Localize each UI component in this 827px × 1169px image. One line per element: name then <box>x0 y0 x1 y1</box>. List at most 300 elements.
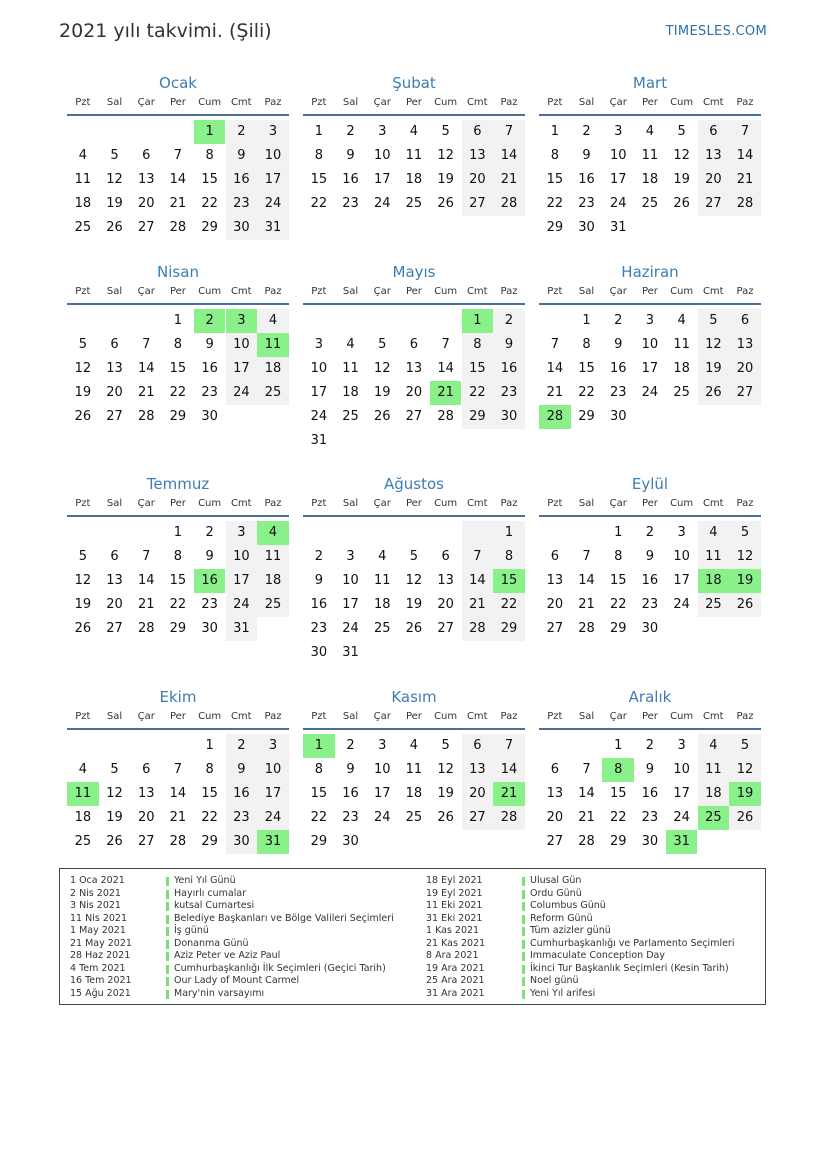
holiday-name: Ulusal Gün <box>530 875 582 886</box>
month-5 <box>303 261 525 453</box>
weekday-label: Cum <box>434 97 458 108</box>
day-cell: 4 <box>409 124 419 139</box>
weekday-label: Sal <box>106 286 123 297</box>
day-cell: 17 <box>373 172 391 187</box>
day-cell: 17 <box>673 786 690 801</box>
weekday-label: Cum <box>198 97 222 108</box>
weekday-label: Çar <box>137 711 155 722</box>
day-cell: 12 <box>405 573 423 588</box>
day-cell: 29 <box>201 834 218 849</box>
day-cell: 1 <box>614 525 623 540</box>
day-cell: 26 <box>698 381 730 405</box>
month-name: Nisan <box>157 263 199 281</box>
day-cell: 19 <box>673 172 690 187</box>
holiday-day-cell: 21 <box>430 381 462 405</box>
day-cell: 8 <box>173 337 183 352</box>
day-cell: 23 <box>342 810 359 825</box>
day-cell: 6 <box>142 762 151 777</box>
day-cell: 21 <box>169 196 187 211</box>
weekday-label: Cmt <box>230 286 252 297</box>
weekday-label: Paz <box>264 286 282 297</box>
holiday-day-cell: 1 <box>303 734 335 758</box>
weekday-label: Paz <box>736 498 754 509</box>
month-name: Şubat <box>392 74 436 92</box>
weekday-label: Per <box>169 498 186 509</box>
day-cell: 21 <box>137 385 155 400</box>
day-cell: 28 <box>493 192 525 216</box>
day-cell: 5 <box>729 521 761 545</box>
holiday-name: Mary'nin varsayımı <box>174 987 265 999</box>
day-cell: 31 <box>310 433 328 448</box>
weekday-label: Pzt <box>311 711 327 722</box>
day-cell: 28 <box>578 621 595 636</box>
day-cell: 15 <box>609 573 627 588</box>
day-cell: 26 <box>74 621 92 636</box>
day-grid <box>67 305 289 429</box>
day-cell: 15 <box>201 172 218 187</box>
day-cell: 8 <box>614 549 623 564</box>
weekday-label: Cmt <box>230 498 252 509</box>
day-cell: 20 <box>546 597 564 612</box>
day-cell: 25 <box>74 220 92 235</box>
day-cell: 17 <box>342 597 359 612</box>
day-cell: 17 <box>226 569 258 593</box>
holiday-marker <box>166 927 169 936</box>
weekday-label: Per <box>641 498 658 509</box>
day-cell: 2 <box>645 738 655 753</box>
holiday-date: 31 Ara 2021 <box>426 987 485 999</box>
day-cell: 26 <box>673 196 690 211</box>
day-cell: 30 <box>310 645 328 660</box>
day-cell: 7 <box>493 734 525 758</box>
day-cell: 25 <box>373 621 391 636</box>
day-cell: 6 <box>729 309 761 333</box>
holiday-marker <box>166 965 169 974</box>
day-cell: 30 <box>201 409 218 424</box>
weekday-label: Per <box>405 711 422 722</box>
holiday-name: Belediye Başkanları ve Bölge Valileri Seçimleri <box>174 912 394 924</box>
holiday-marker <box>166 915 169 924</box>
day-cell: 16 <box>609 361 627 376</box>
day-cell: 9 <box>205 337 214 352</box>
holiday-day-cell: 21 <box>493 782 525 806</box>
day-cell: 29 <box>609 621 627 636</box>
day-cell: 11 <box>698 545 730 569</box>
day-cell: 28 <box>137 621 155 636</box>
holiday-name: Reform Günü <box>530 912 593 924</box>
weekday-label: Pzt <box>75 97 91 108</box>
day-grid <box>67 730 289 854</box>
day-cell: 30 <box>226 216 258 240</box>
day-cell: 3 <box>378 738 387 753</box>
weekday-header <box>67 495 289 517</box>
month-name: Aralık <box>628 688 672 706</box>
holiday-day-cell: 16 <box>194 569 226 593</box>
holiday-date: 2 Nis 2021 <box>70 887 121 899</box>
day-cell: 6 <box>409 337 419 352</box>
weekday-label: Sal <box>342 286 359 297</box>
day-cell: 6 <box>110 549 119 564</box>
weekday-label: Cmt <box>466 286 488 297</box>
day-cell: 30 <box>201 621 218 636</box>
day-cell: 21 <box>578 597 595 612</box>
day-cell: 8 <box>550 148 559 163</box>
holiday-date: 21 May 2021 <box>70 937 132 949</box>
holiday-marker <box>522 902 525 911</box>
month-name: Temmuz <box>146 475 210 493</box>
weekday-label: Çar <box>609 286 627 297</box>
day-cell: 2 <box>493 309 525 333</box>
day-cell: 1 <box>205 738 214 753</box>
day-cell: 2 <box>582 124 591 139</box>
weekday-label: Per <box>169 286 186 297</box>
day-cell: 14 <box>169 786 187 801</box>
holiday-date: 19 Eyl 2021 <box>426 887 483 899</box>
day-cell: 7 <box>462 545 494 569</box>
day-cell: 7 <box>582 762 591 777</box>
weekday-header <box>67 283 289 305</box>
day-cell: 25 <box>257 593 289 617</box>
day-cell: 25 <box>74 834 92 849</box>
day-cell: 31 <box>257 216 289 240</box>
holiday-marker <box>522 965 525 974</box>
day-cell: 29 <box>462 405 494 429</box>
weekday-header <box>539 283 761 305</box>
weekday-label: Per <box>641 286 658 297</box>
holiday-marker <box>522 890 525 899</box>
holiday-date: 28 Haz 2021 <box>70 950 131 961</box>
weekday-header <box>539 495 761 517</box>
day-cell: 27 <box>546 621 564 636</box>
day-cell: 9 <box>226 758 258 782</box>
month-9 <box>539 473 761 641</box>
day-cell: 29 <box>310 834 328 849</box>
day-cell: 19 <box>74 385 92 400</box>
day-cell: 8 <box>314 148 323 163</box>
day-cell: 5 <box>729 734 761 758</box>
weekday-label: Çar <box>373 711 391 722</box>
day-cell: 22 <box>609 597 627 612</box>
holiday-name: Donanma Günü <box>174 937 249 949</box>
weekday-label: Paz <box>736 286 754 297</box>
day-cell: 28 <box>729 192 761 216</box>
day-cell: 19 <box>698 357 730 381</box>
day-cell: 5 <box>78 337 87 352</box>
day-cell: 2 <box>614 313 623 328</box>
day-cell: 18 <box>74 810 92 825</box>
holiday-name: Hayırlı cumalar <box>174 887 247 899</box>
day-cell: 22 <box>493 593 525 617</box>
month-name: Mayıs <box>392 263 436 281</box>
weekday-label: Paz <box>264 97 282 108</box>
month-name: Kasım <box>391 688 437 706</box>
day-cell: 5 <box>441 124 450 139</box>
holiday-date: 11 Eki 2021 <box>426 900 483 911</box>
day-cell: 29 <box>609 834 627 849</box>
day-cell: 28 <box>137 409 155 424</box>
day-cell: 31 <box>226 617 258 641</box>
day-cell: 2 <box>346 124 355 139</box>
weekday-label: Per <box>641 97 658 108</box>
holiday-marker <box>522 977 525 986</box>
day-cell: 15 <box>578 361 595 376</box>
day-cell: 28 <box>578 834 595 849</box>
weekday-label: Per <box>169 97 186 108</box>
month-4 <box>67 261 289 429</box>
month-name: Mart <box>632 74 668 92</box>
day-cell: 23 <box>201 597 218 612</box>
day-cell: 8 <box>314 762 323 777</box>
month-name: Eylül <box>631 475 669 493</box>
weekday-label: Pzt <box>311 97 327 108</box>
month-10 <box>67 686 289 854</box>
day-cell: 11 <box>74 172 92 187</box>
day-cell: 20 <box>546 810 564 825</box>
day-cell: 3 <box>314 337 323 352</box>
holiday-name: Aziz Peter ve Aziz Paul <box>174 950 281 961</box>
day-cell: 18 <box>673 361 690 376</box>
day-cell: 2 <box>346 738 355 753</box>
day-cell: 22 <box>201 196 218 211</box>
day-cell: 4 <box>677 313 686 328</box>
day-cell: 14 <box>462 569 494 593</box>
day-cell: 3 <box>257 120 289 144</box>
day-cell: 7 <box>493 120 525 144</box>
day-cell: 27 <box>462 806 494 830</box>
day-cell: 7 <box>729 120 761 144</box>
day-cell: 26 <box>437 196 454 211</box>
day-cell: 15 <box>462 357 494 381</box>
day-cell: 27 <box>106 621 123 636</box>
weekday-label: Paz <box>736 711 754 722</box>
holiday-day-cell: 2 <box>194 309 226 333</box>
weekday-label: Çar <box>609 711 627 722</box>
weekday-label: Cmt <box>702 711 724 722</box>
day-cell: 12 <box>437 762 454 777</box>
holiday-date: 4 Tem 2021 <box>70 962 126 974</box>
day-cell: 16 <box>342 786 359 801</box>
day-cell: 28 <box>169 834 187 849</box>
day-cell: 12 <box>673 148 690 163</box>
day-cell: 3 <box>346 549 355 564</box>
day-grid <box>539 730 761 854</box>
day-cell: 2 <box>205 525 214 540</box>
day-cell: 18 <box>405 786 423 801</box>
weekday-label: Cmt <box>702 286 724 297</box>
day-cell: 11 <box>373 573 391 588</box>
day-cell: 18 <box>342 385 359 400</box>
day-cell: 16 <box>310 597 328 612</box>
day-cell: 9 <box>205 549 214 564</box>
weekday-header <box>539 708 761 730</box>
weekday-label: Çar <box>137 286 155 297</box>
day-cell: 21 <box>729 168 761 192</box>
day-cell: 30 <box>226 830 258 854</box>
month-12 <box>539 686 761 854</box>
day-cell: 3 <box>378 124 387 139</box>
weekday-label: Sal <box>106 97 123 108</box>
day-cell: 12 <box>373 361 391 376</box>
day-grid <box>67 116 289 240</box>
weekday-label: Paz <box>500 97 518 108</box>
day-cell: 19 <box>373 385 391 400</box>
day-cell: 18 <box>257 357 289 381</box>
weekday-label: Pzt <box>311 286 327 297</box>
day-cell: 12 <box>698 333 730 357</box>
day-cell: 20 <box>462 782 494 806</box>
day-cell: 20 <box>106 597 123 612</box>
weekday-label: Cmt <box>230 97 252 108</box>
day-cell: 12 <box>106 172 123 187</box>
day-cell: 20 <box>405 385 423 400</box>
day-cell: 13 <box>405 361 423 376</box>
day-cell: 27 <box>106 409 123 424</box>
month-name: Ocak <box>159 74 197 92</box>
weekday-label: Çar <box>137 498 155 509</box>
holiday-name: İkinci Tur Başkanlık Seçimleri (Kesin Tarih) <box>530 962 729 974</box>
day-cell: 9 <box>582 148 591 163</box>
holiday-day-cell: 19 <box>729 782 761 806</box>
weekday-header <box>67 708 289 730</box>
day-cell: 22 <box>169 597 187 612</box>
day-cell: 10 <box>609 148 627 163</box>
day-cell: 30 <box>609 409 627 424</box>
day-cell: 11 <box>405 148 423 163</box>
day-cell: 24 <box>373 810 391 825</box>
holiday-day-cell: 31 <box>257 830 289 854</box>
day-cell: 23 <box>493 381 525 405</box>
day-cell: 27 <box>437 621 454 636</box>
day-cell: 19 <box>437 786 454 801</box>
day-cell: 10 <box>641 337 659 352</box>
day-cell: 21 <box>578 810 595 825</box>
day-cell: 4 <box>378 549 387 564</box>
weekday-label: Per <box>405 97 422 108</box>
day-cell: 27 <box>405 409 423 424</box>
holiday-name: İş günü <box>174 925 209 936</box>
day-cell: 16 <box>342 172 359 187</box>
day-cell: 13 <box>462 758 494 782</box>
weekday-label: Sal <box>578 711 595 722</box>
day-cell: 1 <box>173 525 183 540</box>
day-cell: 27 <box>729 381 761 405</box>
day-cell: 23 <box>641 810 659 825</box>
day-cell: 11 <box>698 758 730 782</box>
day-cell: 23 <box>201 385 218 400</box>
day-cell: 14 <box>729 144 761 168</box>
month-name: Haziran <box>621 263 679 281</box>
day-cell: 5 <box>78 549 87 564</box>
day-cell: 8 <box>462 333 494 357</box>
day-cell: 22 <box>310 810 328 825</box>
day-cell: 6 <box>698 120 730 144</box>
day-cell: 28 <box>462 617 494 641</box>
holiday-marker <box>522 952 525 961</box>
holiday-date: 1 Kas 2021 <box>426 925 480 936</box>
day-cell: 9 <box>645 549 655 564</box>
day-cell: 13 <box>462 144 494 168</box>
day-cell: 7 <box>173 148 183 163</box>
weekday-label: Per <box>641 711 658 722</box>
holiday-name: Tüm azizler günü <box>530 925 611 936</box>
day-cell: 25 <box>641 196 659 211</box>
day-cell: 26 <box>74 409 92 424</box>
day-cell: 10 <box>373 762 391 777</box>
day-cell: 25 <box>257 381 289 405</box>
day-cell: 4 <box>645 124 655 139</box>
day-cell: 12 <box>74 573 92 588</box>
day-cell: 20 <box>462 168 494 192</box>
day-cell: 16 <box>226 782 258 806</box>
weekday-label: Sal <box>342 498 359 509</box>
day-cell: 8 <box>173 549 183 564</box>
day-cell: 9 <box>614 337 623 352</box>
day-cell: 22 <box>310 196 328 211</box>
holiday-date: 1 May 2021 <box>70 925 126 936</box>
day-cell: 17 <box>673 573 690 588</box>
weekday-label: Cum <box>670 498 694 509</box>
day-cell: 10 <box>673 549 690 564</box>
holiday-day-cell: 11 <box>67 782 99 806</box>
holiday-name: Ordu Günü <box>530 887 582 899</box>
day-cell: 2 <box>645 525 655 540</box>
day-cell: 16 <box>578 172 595 187</box>
day-cell: 6 <box>110 337 119 352</box>
weekday-label: Pzt <box>547 286 563 297</box>
day-cell: 21 <box>137 597 155 612</box>
weekday-header <box>303 708 525 730</box>
day-cell: 31 <box>342 645 359 660</box>
weekday-header <box>303 94 525 116</box>
day-cell: 1 <box>493 521 525 545</box>
holiday-marker <box>166 952 169 961</box>
day-cell: 6 <box>441 549 450 564</box>
day-cell: 9 <box>314 573 323 588</box>
month-11 <box>303 686 525 854</box>
holiday-day-cell: 28 <box>539 405 571 429</box>
holiday-date: 11 Nis 2021 <box>70 912 127 924</box>
month-name: Ağustos <box>384 475 444 493</box>
day-cell: 13 <box>137 786 155 801</box>
weekday-label: Pzt <box>547 97 563 108</box>
day-cell: 22 <box>201 810 218 825</box>
day-cell: 14 <box>169 172 187 187</box>
month-6 <box>539 261 761 429</box>
day-cell: 4 <box>78 148 87 163</box>
day-cell: 18 <box>373 597 391 612</box>
holiday-name: Yeni Yıl arifesi <box>530 987 596 999</box>
day-cell: 26 <box>437 810 454 825</box>
weekday-label: Çar <box>609 97 627 108</box>
day-cell: 5 <box>110 148 119 163</box>
day-cell: 20 <box>137 196 155 211</box>
day-cell: 13 <box>137 172 155 187</box>
weekday-label: Per <box>405 498 422 509</box>
day-cell: 21 <box>493 168 525 192</box>
day-cell: 8 <box>582 337 591 352</box>
day-cell: 17 <box>641 361 659 376</box>
day-cell: 2 <box>226 120 258 144</box>
day-cell: 23 <box>609 385 627 400</box>
day-cell: 4 <box>257 309 289 333</box>
weekday-label: Cum <box>198 498 222 509</box>
day-cell: 14 <box>578 573 595 588</box>
weekday-header <box>67 94 289 116</box>
day-grid <box>539 116 761 240</box>
brand-link[interactable]: TIMESLES.COM <box>665 24 767 39</box>
day-cell: 13 <box>729 333 761 357</box>
day-cell: 26 <box>106 220 123 235</box>
